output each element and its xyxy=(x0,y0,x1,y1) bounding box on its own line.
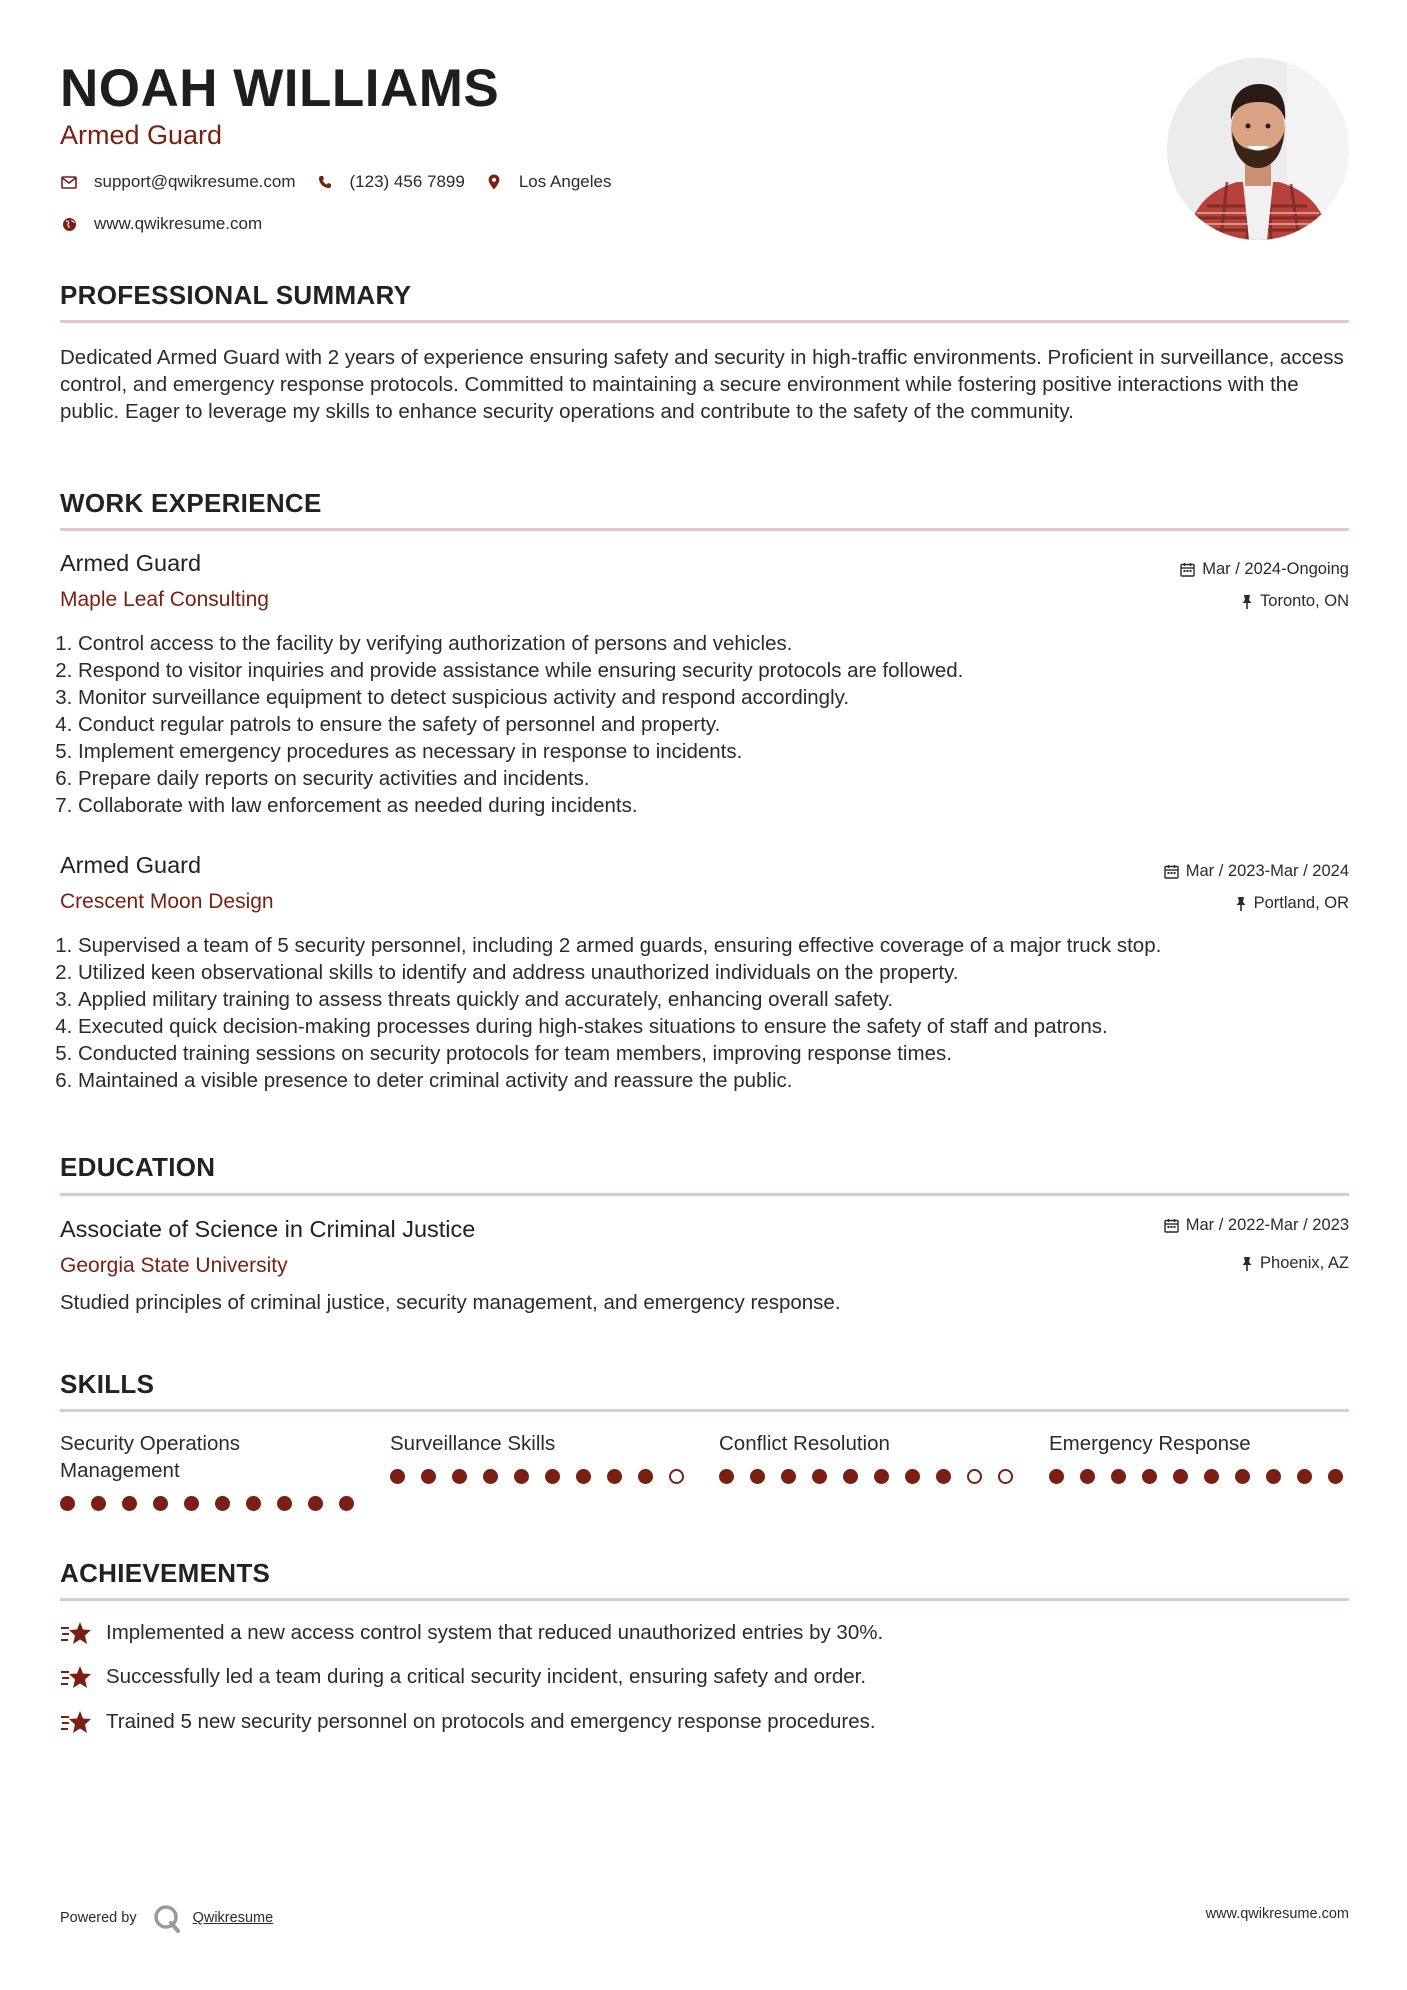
job-title: Armed Guard xyxy=(60,550,202,576)
job-title: Armed Guard xyxy=(60,852,202,878)
rating-dot-filled xyxy=(638,1469,653,1484)
list-item: 3. Applied military training to assess threats quickly and accurately, enhancing overall safety. xyxy=(78,986,1348,1013)
section-divider xyxy=(60,1193,1349,1196)
powered-by-label: Powered by xyxy=(60,1910,137,1926)
rating-dot-filled xyxy=(719,1469,734,1484)
education-location-text: Phoenix, AZ xyxy=(1260,1254,1349,1272)
achievement-text: Successfully led a team during a critical security incident, ensuring safety and order. xyxy=(106,1665,867,1688)
rating-dot-filled xyxy=(246,1496,261,1511)
rating-dot-empty xyxy=(669,1469,684,1484)
list-item: 4. Conduct regular patrols to ensure the safety of personnel and property. xyxy=(78,711,1348,738)
skill-name: Surveillance Skills xyxy=(390,1432,556,1455)
job-dates xyxy=(1180,560,1349,579)
rating-dot-filled xyxy=(874,1469,889,1484)
rating-dot-filled xyxy=(421,1469,436,1484)
footer-website-link[interactable]: www.qwikresume.com xyxy=(1205,1906,1349,1922)
profile-portrait-illustration xyxy=(1167,58,1349,240)
pushpin-icon xyxy=(1235,896,1247,912)
rating-dot-filled xyxy=(514,1469,529,1484)
section-divider xyxy=(60,528,1349,531)
rating-dot-filled xyxy=(1173,1469,1188,1484)
footer-powered-by xyxy=(60,1902,273,1934)
phone-icon xyxy=(316,173,334,191)
section-title-experience: WORK EXPERIENCE xyxy=(60,488,322,518)
rating-dot-filled xyxy=(1111,1469,1126,1484)
list-item: 6. Maintained a visible presence to deter criminal activity and reassure the public. xyxy=(78,1067,1348,1094)
rating-dot-filled xyxy=(1049,1469,1064,1484)
rating-dot-filled xyxy=(1297,1469,1312,1484)
skill-name: Emergency Response xyxy=(1049,1432,1251,1455)
list-item: 7. Collaborate with law enforcement as needed during incidents. xyxy=(78,792,1348,819)
rating-dot-filled xyxy=(277,1496,292,1511)
job-dates xyxy=(1164,862,1349,881)
section-title-achievements: ACHIEVEMENTS xyxy=(60,1558,271,1588)
star-award-icon xyxy=(60,1620,92,1646)
achievement-item xyxy=(60,1709,876,1735)
list-item: 5. Conducted training sessions on security protocols for team members, improving response times. xyxy=(78,1040,1348,1067)
rating-dot-filled xyxy=(339,1496,354,1511)
skill-item xyxy=(60,1430,360,1484)
rating-dot-filled xyxy=(1328,1469,1343,1484)
education-dates-text: Mar / 2022-Mar / 2023 xyxy=(1185,1216,1349,1234)
skill-name: Security Operations Management xyxy=(60,1432,241,1482)
rating-dot-filled xyxy=(1204,1469,1219,1484)
calendar-icon xyxy=(1180,562,1195,577)
resume-page xyxy=(60,0,1349,1990)
job-location xyxy=(1241,592,1349,611)
location-text: Los Angeles xyxy=(518,172,612,191)
rating-dot-empty xyxy=(967,1469,982,1484)
pushpin-icon xyxy=(1241,594,1253,610)
contact-row-2 xyxy=(60,214,282,234)
rating-dot-filled xyxy=(215,1496,230,1511)
rating-dot-filled xyxy=(1080,1469,1095,1484)
skill-rating xyxy=(60,1496,370,1511)
job-dates-text: Mar / 2023-Mar / 2024 xyxy=(1185,862,1349,880)
candidate-role: Armed Guard xyxy=(60,120,223,150)
summary-text: Dedicated Armed Guard with 2 years of experience ensuring safety and security in high-traffic environments. Proficient in surveillance, access control, and emergency response protocols. Committed to maintaining a secure environment while fostering positive interactions with the public. Eager to leverage my skills to enhance security operations and contribute to the safety of the community. xyxy=(60,346,1344,423)
qwikresume-logo-icon xyxy=(151,1902,183,1934)
list-item: 3. Monitor surveillance equipment to detect suspicious activity and respond accordingly. xyxy=(78,684,1348,711)
list-item: 6. Prepare daily reports on security activities and incidents. xyxy=(78,765,1348,792)
skill-rating xyxy=(1049,1469,1359,1484)
qwikresume-link[interactable]: Qwikresume xyxy=(192,1910,274,1926)
rating-dot-filled xyxy=(1142,1469,1157,1484)
section-title-summary: PROFESSIONAL SUMMARY xyxy=(60,280,412,310)
star-award-icon xyxy=(60,1709,92,1735)
degree-title: Associate of Science in Criminal Justice xyxy=(60,1216,476,1242)
rating-dot-filled xyxy=(781,1469,796,1484)
list-item: 1. Supervised a team of 5 security personnel, including 2 armed guards, ensuring effective coverage of a major truck stop. xyxy=(78,932,1348,959)
rating-dot-empty xyxy=(998,1469,1013,1484)
rating-dot-filled xyxy=(843,1469,858,1484)
section-title-skills: SKILLS xyxy=(60,1369,155,1399)
education-dates xyxy=(1164,1216,1349,1235)
rating-dot-filled xyxy=(122,1496,137,1511)
rating-dot-filled xyxy=(545,1469,560,1484)
candidate-name: NOAH WILLIAMS xyxy=(60,59,500,118)
email-icon xyxy=(60,173,78,191)
section-divider xyxy=(60,1409,1349,1412)
job-company: Maple Leaf Consulting xyxy=(60,588,269,611)
skill-rating xyxy=(390,1469,700,1484)
rating-dot-filled xyxy=(607,1469,622,1484)
section-title-education: EDUCATION xyxy=(60,1152,216,1182)
rating-dot-filled xyxy=(905,1469,920,1484)
job-location-text: Portland, OR xyxy=(1253,894,1349,912)
phone-text[interactable]: (123) 456 7899 xyxy=(349,172,465,191)
profile-photo xyxy=(1167,58,1349,240)
job-dates-text: Mar / 2024-Ongoing xyxy=(1202,560,1349,578)
contact-row-1 xyxy=(60,172,631,192)
list-item: 1. Control access to the facility by verifying authorization of persons and vehicles. xyxy=(78,630,1348,657)
rating-dot-filled xyxy=(750,1469,765,1484)
job-company: Crescent Moon Design xyxy=(60,890,274,913)
website-link[interactable]: www.qwikresume.com xyxy=(94,214,263,233)
job-responsibilities xyxy=(60,630,1348,819)
job-responsibilities xyxy=(60,932,1348,1094)
skill-rating xyxy=(719,1469,1029,1484)
rating-dot-filled xyxy=(452,1469,467,1484)
rating-dot-filled xyxy=(1235,1469,1250,1484)
education-description: Studied principles of criminal justice, security management, and emergency response. xyxy=(60,1291,841,1314)
email-text[interactable]: support@qwikresume.com xyxy=(94,172,296,191)
star-award-icon xyxy=(60,1664,92,1690)
rating-dot-filled xyxy=(1266,1469,1281,1484)
section-divider xyxy=(60,1598,1349,1601)
job-location xyxy=(1235,894,1349,913)
globe-icon xyxy=(60,215,78,233)
achievement-item xyxy=(60,1664,866,1690)
education-location xyxy=(1241,1254,1349,1273)
school-name: Georgia State University xyxy=(60,1254,288,1277)
list-item: 2. Respond to visitor inquiries and provide assistance while ensuring security protocols are followed. xyxy=(78,657,1348,684)
job-location-text: Toronto, ON xyxy=(1260,592,1349,610)
calendar-icon xyxy=(1164,864,1179,879)
rating-dot-filled xyxy=(308,1496,323,1511)
rating-dot-filled xyxy=(390,1469,405,1484)
rating-dot-filled xyxy=(91,1496,106,1511)
rating-dot-filled xyxy=(60,1496,75,1511)
rating-dot-filled xyxy=(812,1469,827,1484)
list-item: 4. Executed quick decision-making processes during high-stakes situations to ensure the safety of staff and patrons. xyxy=(78,1013,1348,1040)
achievement-text: Implemented a new access control system that reduced unauthorized entries by 30%. xyxy=(106,1621,884,1644)
rating-dot-filled xyxy=(576,1469,591,1484)
rating-dot-filled xyxy=(184,1496,199,1511)
rating-dot-filled xyxy=(153,1496,168,1511)
achievement-text: Trained 5 new security personnel on protocols and emergency response procedures. xyxy=(106,1710,876,1733)
achievement-item xyxy=(60,1620,883,1646)
rating-dot-filled xyxy=(936,1469,951,1484)
section-divider xyxy=(60,320,1349,323)
location-pin-icon xyxy=(485,173,503,191)
skill-name: Conflict Resolution xyxy=(719,1432,890,1455)
pushpin-icon xyxy=(1241,1256,1253,1272)
list-item: 2. Utilized keen observational skills to identify and address unauthorized individuals on the property. xyxy=(78,959,1348,986)
list-item: 5. Implement emergency procedures as necessary in response to incidents. xyxy=(78,738,1348,765)
calendar-icon xyxy=(1164,1218,1179,1233)
rating-dot-filled xyxy=(483,1469,498,1484)
